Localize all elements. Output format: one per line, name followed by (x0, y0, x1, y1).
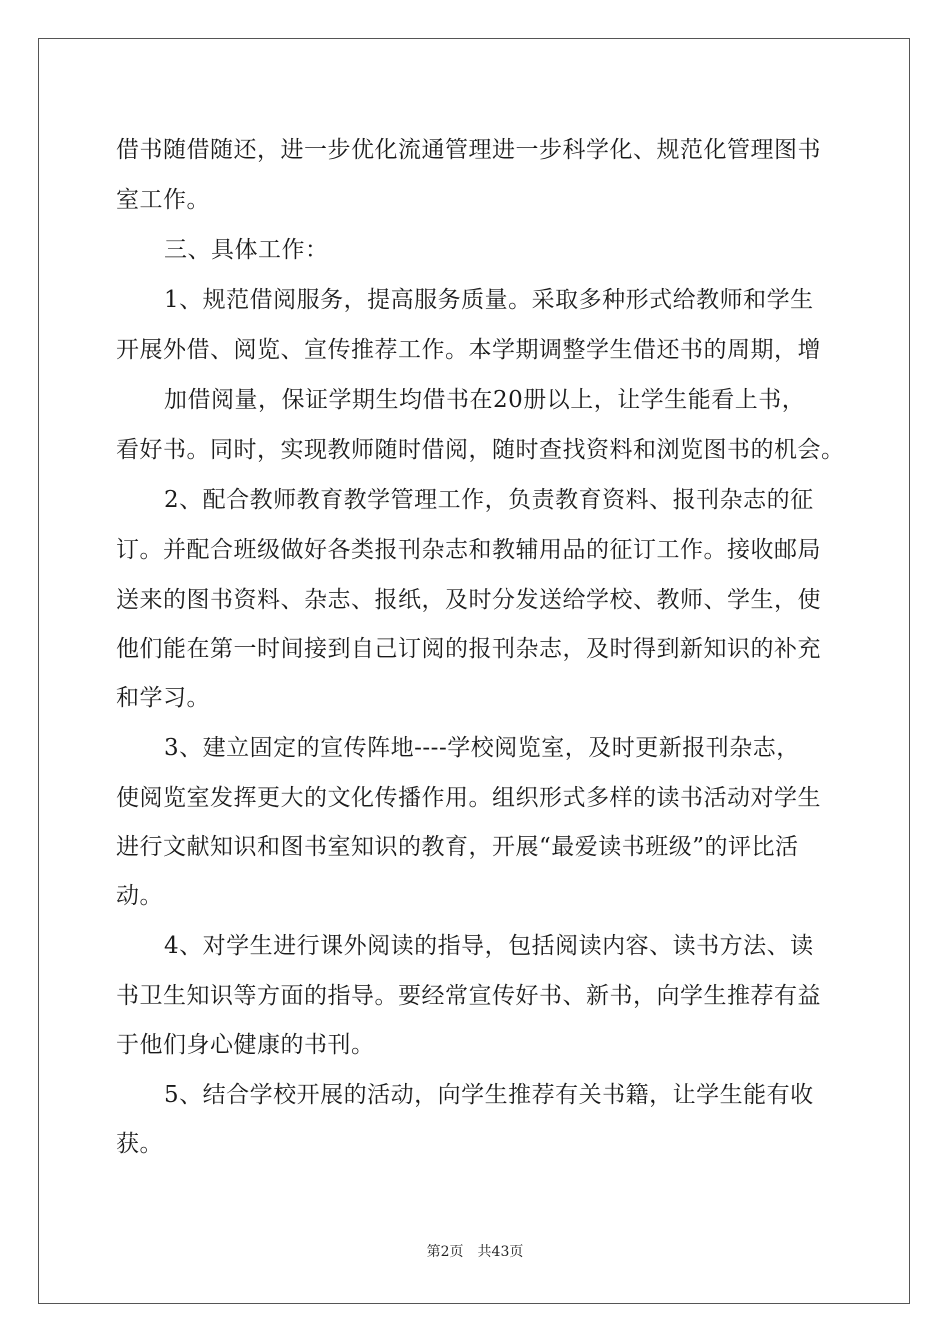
paragraph-line: 使阅览室发挥更大的文化传播作用。组织形式多样的读书活动对学生 (116, 785, 821, 811)
paragraph-line: 于他们身心健康的书刊。 (116, 1032, 375, 1058)
paragraph-line: 1、规范借阅服务，提高服务质量。采取多种形式给教师和学生 (164, 287, 814, 313)
paragraph-line: 获。 (116, 1131, 163, 1157)
paragraph-line: 送来的图书资料、杂志、报纸，及时分发送给学校、教师、学生，使 (116, 587, 821, 613)
paragraph-line: 他们能在第一时间接到自己订阅的报刊杂志，及时得到新知识的补充 (116, 636, 821, 662)
paragraph-line: 4、对学生进行课外阅读的指导，包括阅读内容、读书方法、读 (164, 933, 814, 959)
paragraph-line: 室工作。 (116, 187, 210, 213)
paragraph-line: 开展外借、阅览、宣传推荐工作。本学期调整学生借还书的周期，增 (116, 337, 821, 363)
paragraph-line: 借书随借随还，进一步优化流通管理进一步科学化、规范化管理图书 (116, 137, 821, 163)
page-border (38, 38, 910, 1304)
page-number: 第2页 (426, 1244, 464, 1260)
paragraph-line: 加借阅量，保证学期生均借书在20册以上，让学生能看上书， (164, 387, 806, 413)
paragraph-line: 书卫生知识等方面的指导。要经常宣传好书、新书，向学生推荐有益 (116, 983, 821, 1009)
section-heading: 三、具体工作： (164, 237, 329, 263)
paragraph-line: 订。并配合班级做好各类报刊杂志和教辅用品的征订工作。接收邮局 (116, 537, 821, 563)
paragraph-line: 进行文献知识和图书室知识的教育，开展“最爱读书班级”的评比活 (116, 834, 799, 860)
paragraph-line: 3、建立固定的宣传阵地----学校阅览室，及时更新报刊杂志， (164, 735, 800, 761)
paragraph-line: 5、结合学校开展的活动，向学生推荐有关书籍，让学生能有收 (164, 1082, 814, 1108)
paragraph-line: 动。 (116, 883, 163, 909)
page-footer (0, 1243, 950, 1261)
paragraph-line: 2、配合教师教育教学管理工作，负责教育资料、报刊杂志的征 (164, 487, 814, 513)
paragraph-line: 和学习。 (116, 685, 210, 711)
page-total: 共43页 (477, 1244, 524, 1260)
paragraph-line: 看好书。同时，实现教师随时借阅，随时查找资料和浏览图书的机会。 (116, 437, 845, 463)
